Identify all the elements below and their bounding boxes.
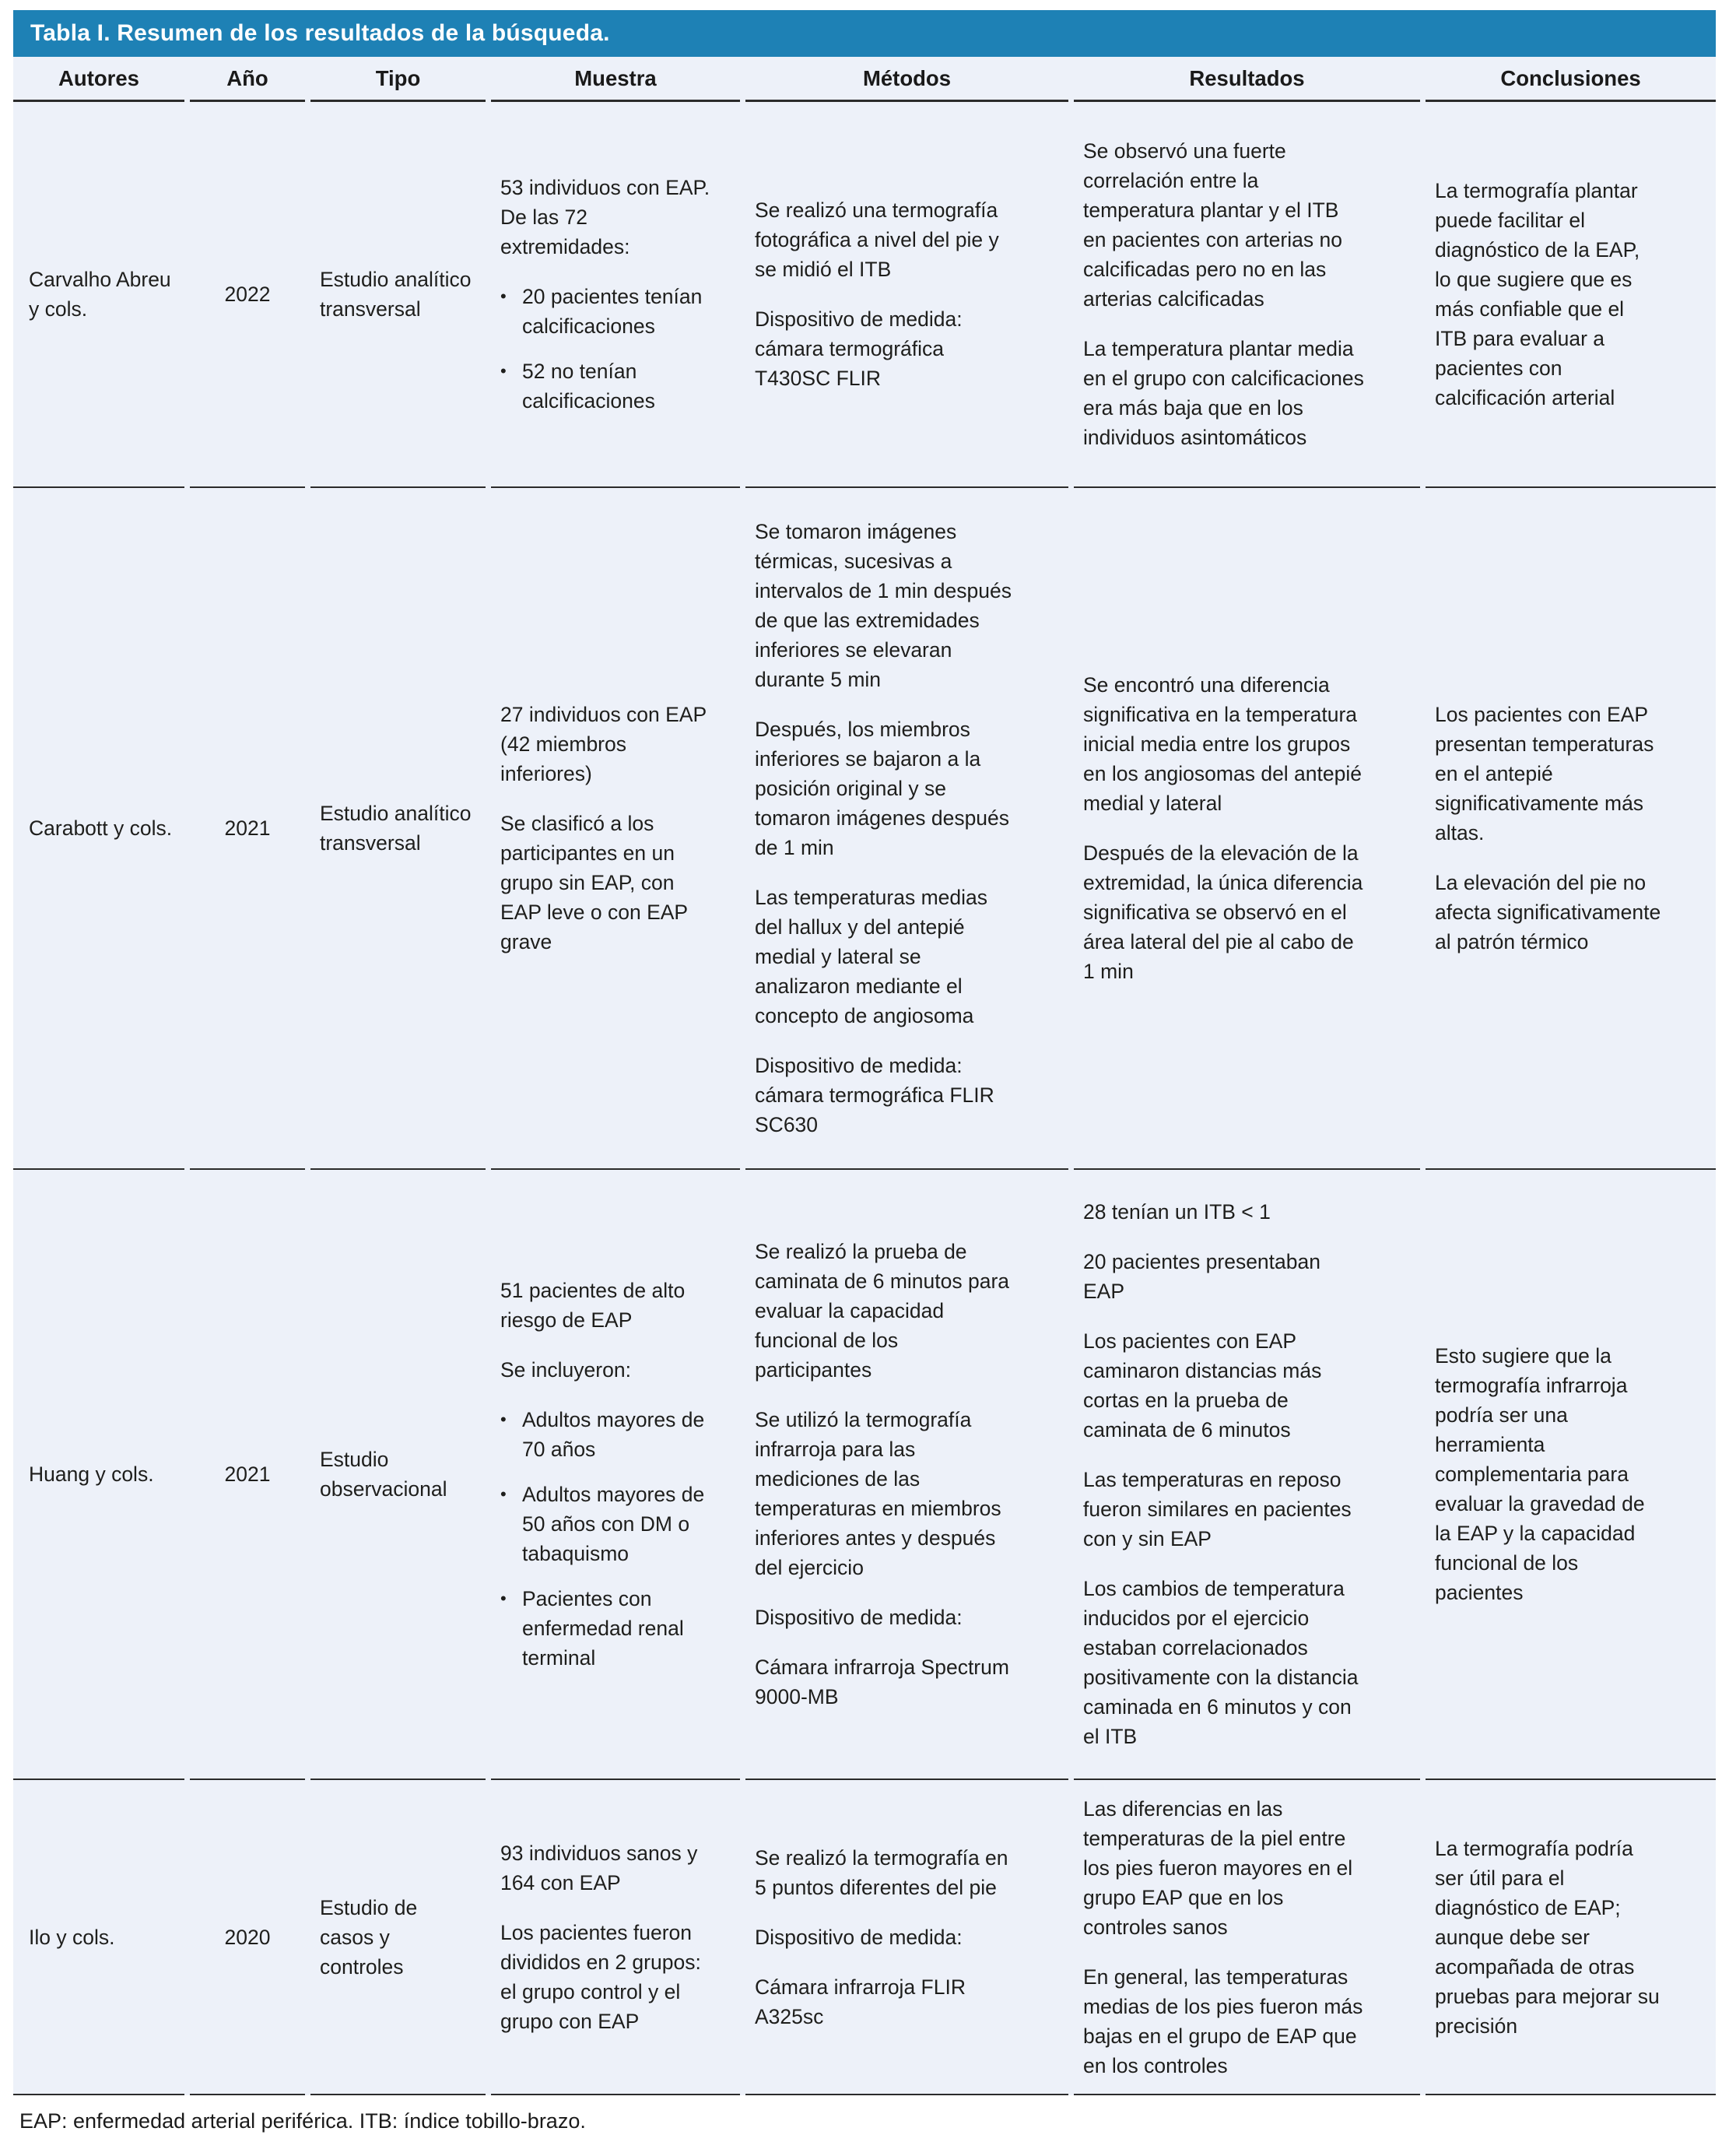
cell-methods [745, 102, 1068, 488]
cell-paragraph: Dispositivo de medida: cámara termográfica FLIR SC630 [755, 1054, 994, 1136]
cell-year [190, 102, 305, 488]
bullet-text: 20 pacientes tenían calcificaciones [522, 285, 703, 338]
cell-paragraph: Se incluyeron: [500, 1358, 631, 1382]
cell-type [310, 1170, 486, 1780]
cell-paragraph: Se observó una fuerte correlación entre la temperatura plantar y el ITB en pacientes con arterias no calcificadas pero no en las arterias calcificadas [1083, 139, 1342, 311]
cell-paragraph: Cámara infrarroja FLIR A325sc [755, 1975, 966, 2028]
cell-paragraph: 53 individuos con EAP. De las 72 extremidades: [500, 176, 710, 258]
cell-paragraph: 51 pacientes de alto riesgo de EAP [500, 1279, 686, 1332]
table-title-bar [13, 10, 1716, 57]
footnote: EAP: enfermedad arterial periférica. ITB: índice tobillo-brazo. [19, 2109, 586, 2133]
bullet-icon: • [500, 1589, 507, 1608]
cell-results [1074, 1780, 1420, 2095]
cell-paragraph: Los pacientes con EAP caminaron distancias más cortas en la prueba de caminata de 6 minutos [1083, 1329, 1322, 1441]
cell-paragraph: La termografía plantar puede facilitar el diagnóstico de la EAP, lo que sugiere que es más confiable que el ITB para evaluar a pacientes con calcificación arterial [1435, 179, 1640, 409]
table-row [13, 102, 1716, 488]
cell-paragraph: 2021 [224, 816, 271, 840]
cell-results [1074, 488, 1420, 1170]
column-header-anio: Año [190, 57, 305, 102]
cell-sample [491, 488, 740, 1170]
cell-methods [745, 1780, 1068, 2095]
cell-sample [491, 102, 740, 488]
cell-paragraph: Esto sugiere que la termografía infrarroja podría ser una herramienta complementaria para evaluar la gravedad de la EAP y la capacidad funcional de los pacientes [1435, 1344, 1645, 1604]
cell-paragraph: 27 individuos con EAP (42 miembros inferiores) [500, 703, 707, 785]
column-header-muestra: Muestra [491, 57, 740, 102]
cell-paragraph: 2022 [224, 283, 271, 306]
cell-autores [13, 102, 184, 488]
bullet-icon: • [500, 286, 507, 306]
cell-paragraph: 2020 [224, 1925, 271, 1949]
bullet-icon: • [500, 1410, 507, 1429]
cell-paragraph: Se clasificó a los participantes en un grupo sin EAP, con EAP leve o con EAP grave [500, 812, 688, 953]
cell-paragraph: Los pacientes con EAP presentan temperaturas en el antepié significativamente más altas. [1435, 703, 1654, 844]
column-header-conclusiones: Conclusiones [1426, 57, 1716, 102]
cell-paragraph: Carabott y cols. [29, 816, 173, 840]
cell-results [1074, 102, 1420, 488]
cell-type [310, 1780, 486, 2095]
cell-paragraph: 28 tenían un ITB < 1 [1083, 1200, 1271, 1224]
table-row [13, 1170, 1716, 1780]
cell-paragraph: La temperatura plantar media en el grupo con calcificaciones era más baja que en los individuos asintomáticos [1083, 337, 1364, 449]
column-header-resultados: Resultados [1074, 57, 1420, 102]
bullet-item [500, 356, 712, 416]
cell-methods [745, 1170, 1068, 1780]
bullet-item [500, 1405, 712, 1464]
bullet-text: Pacientes con enfermedad renal terminal [522, 1587, 684, 1670]
cell-paragraph: Estudio analítico transversal [320, 802, 472, 855]
cell-paragraph: Los cambios de temperatura inducidos por el ejercicio estaban correlacionados positivamente con la distancia caminada en 6 minutos y con el ITB [1083, 1577, 1359, 1748]
cell-paragraph: 93 individuos sanos y 164 con EAP [500, 1841, 698, 1894]
bullet-item [500, 1584, 712, 1673]
cell-paragraph: Estudio observacional [320, 1448, 447, 1501]
cell-autores [13, 1780, 184, 2095]
table-row [13, 1780, 1716, 2095]
cell-paragraph: Cámara infrarroja Spectrum 9000-MB [755, 1656, 1009, 1708]
column-header-metodos: Métodos [745, 57, 1068, 102]
cell-paragraph: Se encontró una diferencia significativa en la temperatura inicial media entre los grupos en los angiosomas del antepié medial y lateral [1083, 673, 1362, 815]
cell-year [190, 1780, 305, 2095]
cell-sample [491, 1170, 740, 1780]
column-header-autores: Autores [13, 57, 184, 102]
bullet-icon: • [500, 361, 507, 381]
cell-paragraph: Dispositivo de medida: cámara termográfica T430SC FLIR [755, 307, 963, 390]
cell-paragraph: Carvalho Abreu y cols. [29, 268, 171, 321]
cell-paragraph: Se realizó la prueba de caminata de 6 minutos para evaluar la capacidad funcional de los participantes [755, 1240, 1010, 1382]
cell-paragraph: Se tomaron imágenes térmicas, sucesivas a intervalos de 1 min después de que las extremidades inferiores se elevaran durante 5 min [755, 520, 1012, 691]
cell-paragraph: La elevación del pie no afecta significativamente al patrón térmico [1435, 871, 1661, 953]
table-header-row [13, 57, 1716, 102]
cell-paragraph: Las temperaturas medias del hallux y del antepié medial y lateral se analizaron mediante el concepto de angiosoma [755, 886, 988, 1027]
bullet-list [500, 1405, 712, 1673]
table-row [13, 488, 1716, 1170]
bullet-icon: • [500, 1484, 507, 1504]
cell-paragraph: Dispositivo de medida: [755, 1606, 963, 1629]
cell-autores [13, 1170, 184, 1780]
cell-paragraph: Estudio analítico transversal [320, 268, 472, 321]
cell-paragraph: Se utilizó la termografía infrarroja para las mediciones de las temperaturas en miembros inferiores antes y después del ejercicio [755, 1408, 1001, 1579]
cell-conclusions [1426, 1780, 1716, 2095]
cell-paragraph: En general, las temperaturas medias de los pies fueron más bajas en el grupo de EAP que en los controles [1083, 1965, 1363, 2077]
summary-table [13, 10, 1716, 2133]
cell-paragraph: Se realizó una termografía fotográfica a nivel del pie y se midió el ITB [755, 198, 999, 281]
bullet-item [500, 282, 712, 341]
cell-type [310, 102, 486, 488]
cell-results [1074, 1170, 1420, 1780]
cell-year [190, 488, 305, 1170]
cell-conclusions [1426, 488, 1716, 1170]
cell-paragraph: 20 pacientes presentaban EAP [1083, 1250, 1320, 1303]
cell-autores [13, 488, 184, 1170]
bullet-item [500, 1480, 712, 1568]
cell-type [310, 488, 486, 1170]
cell-paragraph: La termografía podría ser útil para el diagnóstico de EAP; aunque debe ser acompañada de otras pruebas para mejorar su precisión [1435, 1836, 1660, 2038]
bullet-text: 52 no tenían calcificaciones [522, 360, 655, 413]
cell-conclusions [1426, 102, 1716, 488]
cell-paragraph: Huang y cols. [29, 1462, 154, 1486]
cell-paragraph: Las temperaturas en reposo fueron similares en pacientes con y sin EAP [1083, 1468, 1352, 1550]
cell-paragraph: 2021 [224, 1462, 271, 1486]
cell-paragraph: Se realizó la termografía en 5 puntos diferentes del pie [755, 1845, 1008, 1899]
bullet-text: Adultos mayores de 70 años [522, 1408, 705, 1461]
cell-paragraph: Después, los miembros inferiores se bajaron a la posición original y se tomaron imágenes después de 1 min [755, 718, 1010, 859]
cell-paragraph: Dispositivo de medida: [755, 1925, 963, 1949]
cell-paragraph: Los pacientes fueron divididos en 2 grupos: el grupo control y el grupo con EAP [500, 1920, 701, 2033]
bullet-list [500, 282, 712, 416]
cell-year [190, 1170, 305, 1780]
bullet-text: Adultos mayores de 50 años con DM o tabaquismo [522, 1483, 705, 1565]
cell-methods [745, 488, 1068, 1170]
cell-paragraph: Las diferencias en las temperaturas de la piel entre los pies fueron mayores en el grupo EAP que en los controles sanos [1083, 1796, 1353, 1939]
cell-sample [491, 1780, 740, 2095]
cell-conclusions [1426, 1170, 1716, 1780]
cell-paragraph: Estudio de casos y controles [320, 1895, 418, 1979]
cell-paragraph: Después de la elevación de la extremidad, la única diferencia significativa se observó en el área lateral del pie al cabo de 1 min [1083, 841, 1363, 983]
column-header-tipo: Tipo [310, 57, 486, 102]
table-title: Tabla I. Resumen de los resultados de la búsqueda. [30, 20, 610, 46]
cell-paragraph: Ilo y cols. [29, 1925, 115, 1949]
